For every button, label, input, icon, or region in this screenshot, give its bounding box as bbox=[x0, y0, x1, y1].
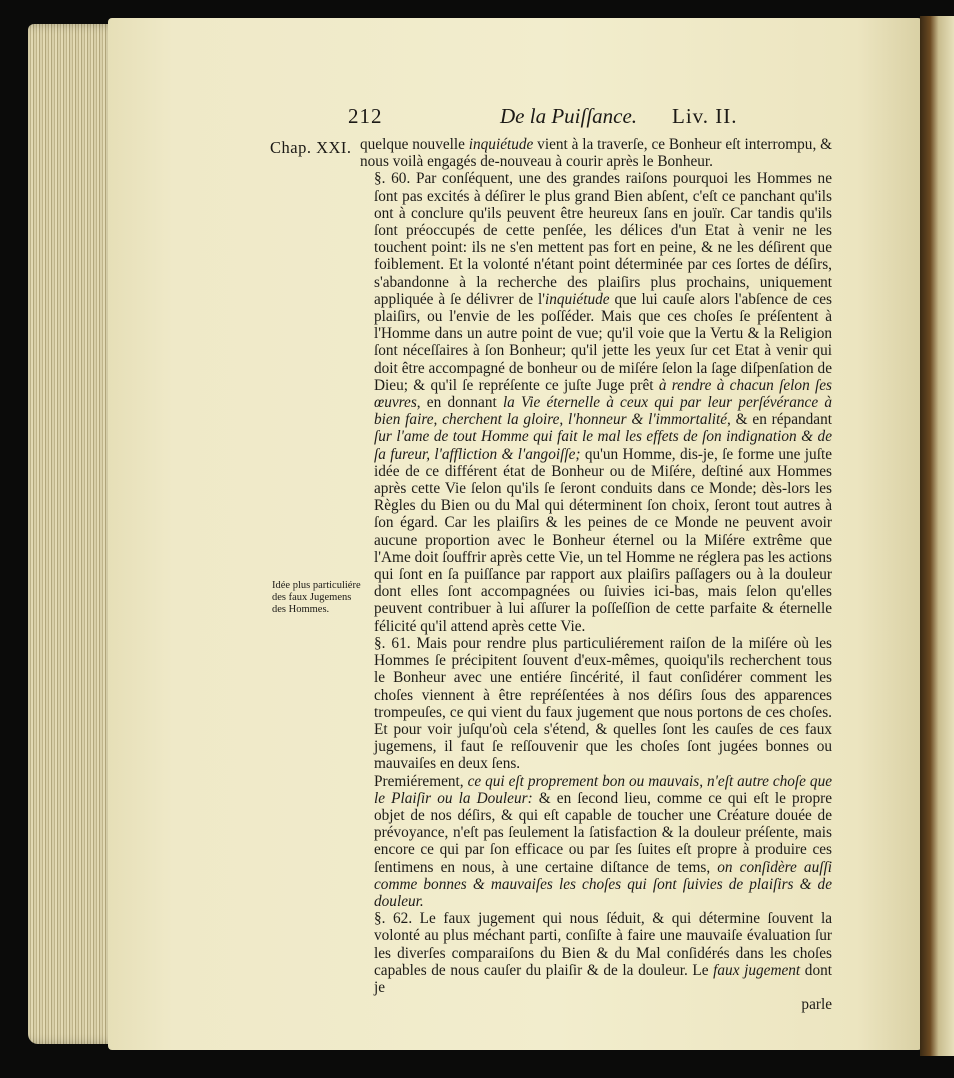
text-run: vient à la traverſe, ce Bonheur eſt interrompu, & nous voilà engagés de-nouveau à courir après le Bonheur. bbox=[360, 136, 832, 171]
text-run: §. 62. Le faux jugement qui nous ſéduit, & qui détermine ſouvent la volonté au plus méchant parti, conſiſte à faire une mauvaiſe évaluation ſur les diverſes comparaiſons du Bien & du Mal conſidérés dans les choſes capables de nous cauſer du plaiſir & de la douleur. Le bbox=[374, 910, 832, 979]
page-number: 212 bbox=[348, 104, 383, 128]
italic-phrase: à rendre à chacun ſelon ſes œuvres bbox=[374, 376, 832, 412]
text-run: que lui cauſe alors l'abſence de ces plaiſirs, ou l'envie de les poſſéder. Mais que ces choſes ſe préſentent à l'Homme dans un autre point de vue; qu'il voie que la Vertu & la Religion ſont néceſſaires à ſon Bonheur; qu'il jette les yeux ſur cet Etat à venir qui doit être accompagné de bonheur ou de miſére ſelon la ſage diſpenſation de Dieu; & qu'il ſe repréſente ce juſte Juge prêt bbox=[374, 290, 832, 394]
italic-phrase: la Vie éternelle à ceux qui par leur perſévérance à bien faire, cherchent la gloire, l'honneur & l'immortalité bbox=[374, 394, 832, 429]
text-run: & en ſecond lieu, comme ce qui eſt le propre objet de nos déſirs, & qui eſt capable de toucher une Créature douée de prévoyance, n'eſt pas ſeulement la ſatisfaction & la douleur préſente, mais encore ce qui par ſon efficace ou par ſes ſuites eſt propre à produire ces ſentimens en nous, à une certaine diſtance de tems, bbox=[374, 789, 832, 876]
italic-phrase: faux jugement bbox=[713, 961, 801, 979]
text-run: , en donnant bbox=[416, 394, 503, 412]
catchword: parle bbox=[801, 996, 832, 1014]
italic-phrase: ſur l'ame de tout Homme qui fait le mal les effets de ſon indignation & de ſa fureur, l'affliction & l'angoiſſe; bbox=[374, 428, 832, 463]
italic-phrase: ce qui eſt proprement bon ou mauvais, n'eſt autre choſe que le Plaiſir ou la Douleur: bbox=[374, 772, 833, 807]
text-run: quelque nouvelle bbox=[360, 136, 469, 153]
paragraph-1 bbox=[360, 170, 832, 634]
text-run: Premiérement, bbox=[374, 772, 468, 790]
text-run: qu'un Homme, dis-je, ſe forme une juſte idée de ce différent état de Bonheur ou de Miſére, deſtiné aux Hommes après cette Vie ſelon qu'ils ſe ſeront conduits dans ce Monde; dès-lors les Règles du Bien ou du Mal qui déterminent ſon choix, ſeront tout autres à ſon égard. Car les plaiſirs & les peines de ce Monde ne peuvent avoir aucune proportion avec le Bonheur éternel ou la Miſére extrême que l'Ame doit ſouffrir après cette Vie, un tel Homme ne réglera pas les actions qui ſont en ſa puiſſance par rapport aux plaiſirs paſſagers ou à la douleur dont elles ſont accompagnées ou ſuivies ici-bas, mais ſelon qu'elles peuvent contribuer à lui aſſurer la poſſeſſion de cette parfaite & éternelle félicité qu'il attend après cette Vie. bbox=[374, 445, 832, 635]
text-run: §. 60. Par conſéquent, une des grandes raiſons pourquoi les Hommes ne ſont pas excités à déſirer le plus grand Bien abſent, c'eſt ce panchant qu'ils ont à conclure qu'ils peuvent être heureux ſans en jouïr. Car tandis qu'ils ſont préoccupés de cette penſée, les délices d'un Etat à venir ne les touchent point: ils ne s'en mettent pas fort en peine, & ne les déſirent que foiblement. Et la volonté n'étant point déterminée par ces ſortes de déſirs, s'abandonne à la recherche des plaiſirs plus prochains, uniquement appliquée à ſe délivrer de l' bbox=[374, 170, 832, 308]
italic-phrase: inquiétude bbox=[468, 136, 534, 153]
running-title: De la Puiſſance. bbox=[500, 104, 638, 128]
italic-phrase: inquiétude bbox=[544, 290, 610, 308]
text-run: , & en répandant bbox=[727, 411, 832, 429]
page-edge-stack bbox=[28, 24, 120, 1044]
paragraph-0 bbox=[360, 136, 832, 170]
book-label: Liv. II. bbox=[672, 104, 738, 128]
text-run: §. 61. Mais pour rendre plus particuliérement raiſon de la miſére où les Hommes ſe précipitent ſouvent d'eux-mêmes, quoiqu'ils recherchent tous le Bonheur avec une entiére ſincérité, il faut conſidérer comment les choſes viennent à être repréſentées à nos déſirs ſous des apparences trompeuſes, ce qui vient du faux jugement que nous portons de ces choſes. Et pour voir juſqu'où cela s'étend, & quelles ſont les cauſes de ces faux jugemens, il faut ſe reſſouvenir que les choſes ſont jugées bonnes ou mauvaiſes en deux ſens. bbox=[374, 634, 832, 773]
text-run: dont je bbox=[374, 961, 832, 996]
margin-note: Idée plus particuliére des faux Jugemens des Hommes. bbox=[272, 580, 361, 615]
paragraph-2 bbox=[360, 635, 832, 773]
paragraph-4 bbox=[360, 910, 832, 996]
facing-page-gutter bbox=[920, 16, 954, 1056]
italic-phrase: on conſidère auſſi comme bonnes & mauvaiſes les choſes qui ſont ſuivies de plaiſirs & de douleur. bbox=[374, 858, 832, 910]
body-text bbox=[360, 136, 832, 1013]
paragraph-3 bbox=[360, 773, 832, 911]
chapter-marker: Chap. XXI. bbox=[270, 138, 352, 157]
